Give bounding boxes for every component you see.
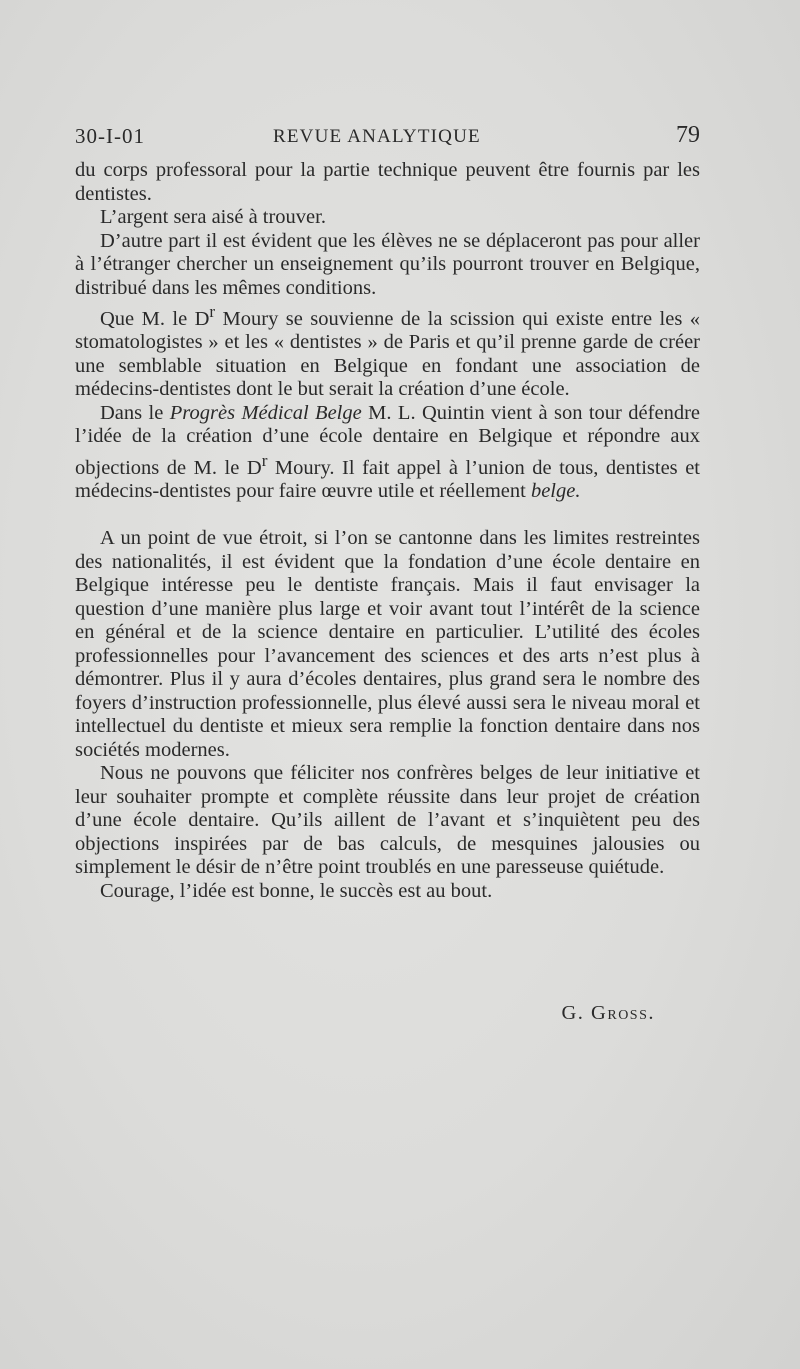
text-segment: Moury se souvienne de la scission qui existe entre les « stomatologistes » et les « dentistes » de Paris et qu’il prenne garde de créer une semblable situation en Belgique en fondant une association de médecins-dentistes dont le but serait la création d’une école. xyxy=(75,307,700,401)
italic-belge: belge. xyxy=(530,480,581,503)
page-number: 79 xyxy=(676,122,700,148)
text-segment: Que M. le D xyxy=(100,307,210,330)
paragraph-viewpoint: A un point de vue étroit, si l’on se cantonne dans les limites restreintes des nationalités, il est évident que la fondation d’une école dentaire en Belgique intéresse peu le dentiste français. Mais il faut envisager la question d’une manière plus large et voir avant tout l’intérêt de la science en général et de la science dentaire en particulier. L’utilité des écoles professionnelles pour l’avancement des sciences et des arts n’est plus à démontrer. Plus il y aura d’écoles dentaires, plus grand sera le nombre des foyers d’instruction professionnelle, plus élevé aussi sera le niveau moral et intellectuel du dentiste et mieux sera remplie la fonction dentaire dans nos sociétés modernes. xyxy=(75,527,700,761)
paragraph-continuation: du corps professoral pour la partie technique peuvent être fournis par les dentistes. xyxy=(75,159,700,205)
paragraph-courage: Courage, l’idée est bonne, le succès est au bout. xyxy=(100,879,493,902)
text-segment: M. L. Quintin vient à son tour défendre l’idée de la création d’une école dentaire en Belgique et répondre aux objections de M. le D xyxy=(75,401,700,479)
text-segment: Dans le xyxy=(100,401,170,424)
paragraph-scission xyxy=(75,300,700,402)
signature-initial: G. xyxy=(561,1002,592,1024)
paragraph-money: L’argent sera aisé à trouver. xyxy=(100,206,326,228)
header-date: 30-I-01 xyxy=(75,124,145,148)
paragraph-quintin xyxy=(75,402,700,504)
journal-title: Progrès Médical Belge xyxy=(169,401,362,424)
running-header xyxy=(75,120,700,156)
text-segment: Moury. Il fait appel à l’union de tous, dentistes et médecins-dentistes pour faire œuvre utile et réellement xyxy=(75,456,700,503)
signature-name: Gross. xyxy=(591,1002,655,1024)
header-title: REVUE ANALYTIQUE xyxy=(273,126,481,147)
article-body xyxy=(75,159,700,903)
author-signature xyxy=(561,1002,655,1025)
paragraph-congratulations: Nous ne pouvons que féliciter nos confrères belges de leur initiative et leur souhaiter prompte et complète réussite dans leur projet de création d’une école dentaire. Qu’ils aillent de l’avant et s’inquiètent peu des objections inspirées par de bas calculs, de mesquines jalousies ou simplement le désir de n’être point troublés en une paresseuse quiétude. xyxy=(75,762,700,879)
superscript-dr: r xyxy=(261,450,268,470)
superscript-dr: r xyxy=(209,302,216,321)
paragraph-students: D’autre part il est évident que les élèves ne se déplaceront pas pour aller à l’étranger chercher un enseignement qu’ils pourront trouver en Belgique, distribué dans les mêmes conditions. xyxy=(75,229,700,299)
